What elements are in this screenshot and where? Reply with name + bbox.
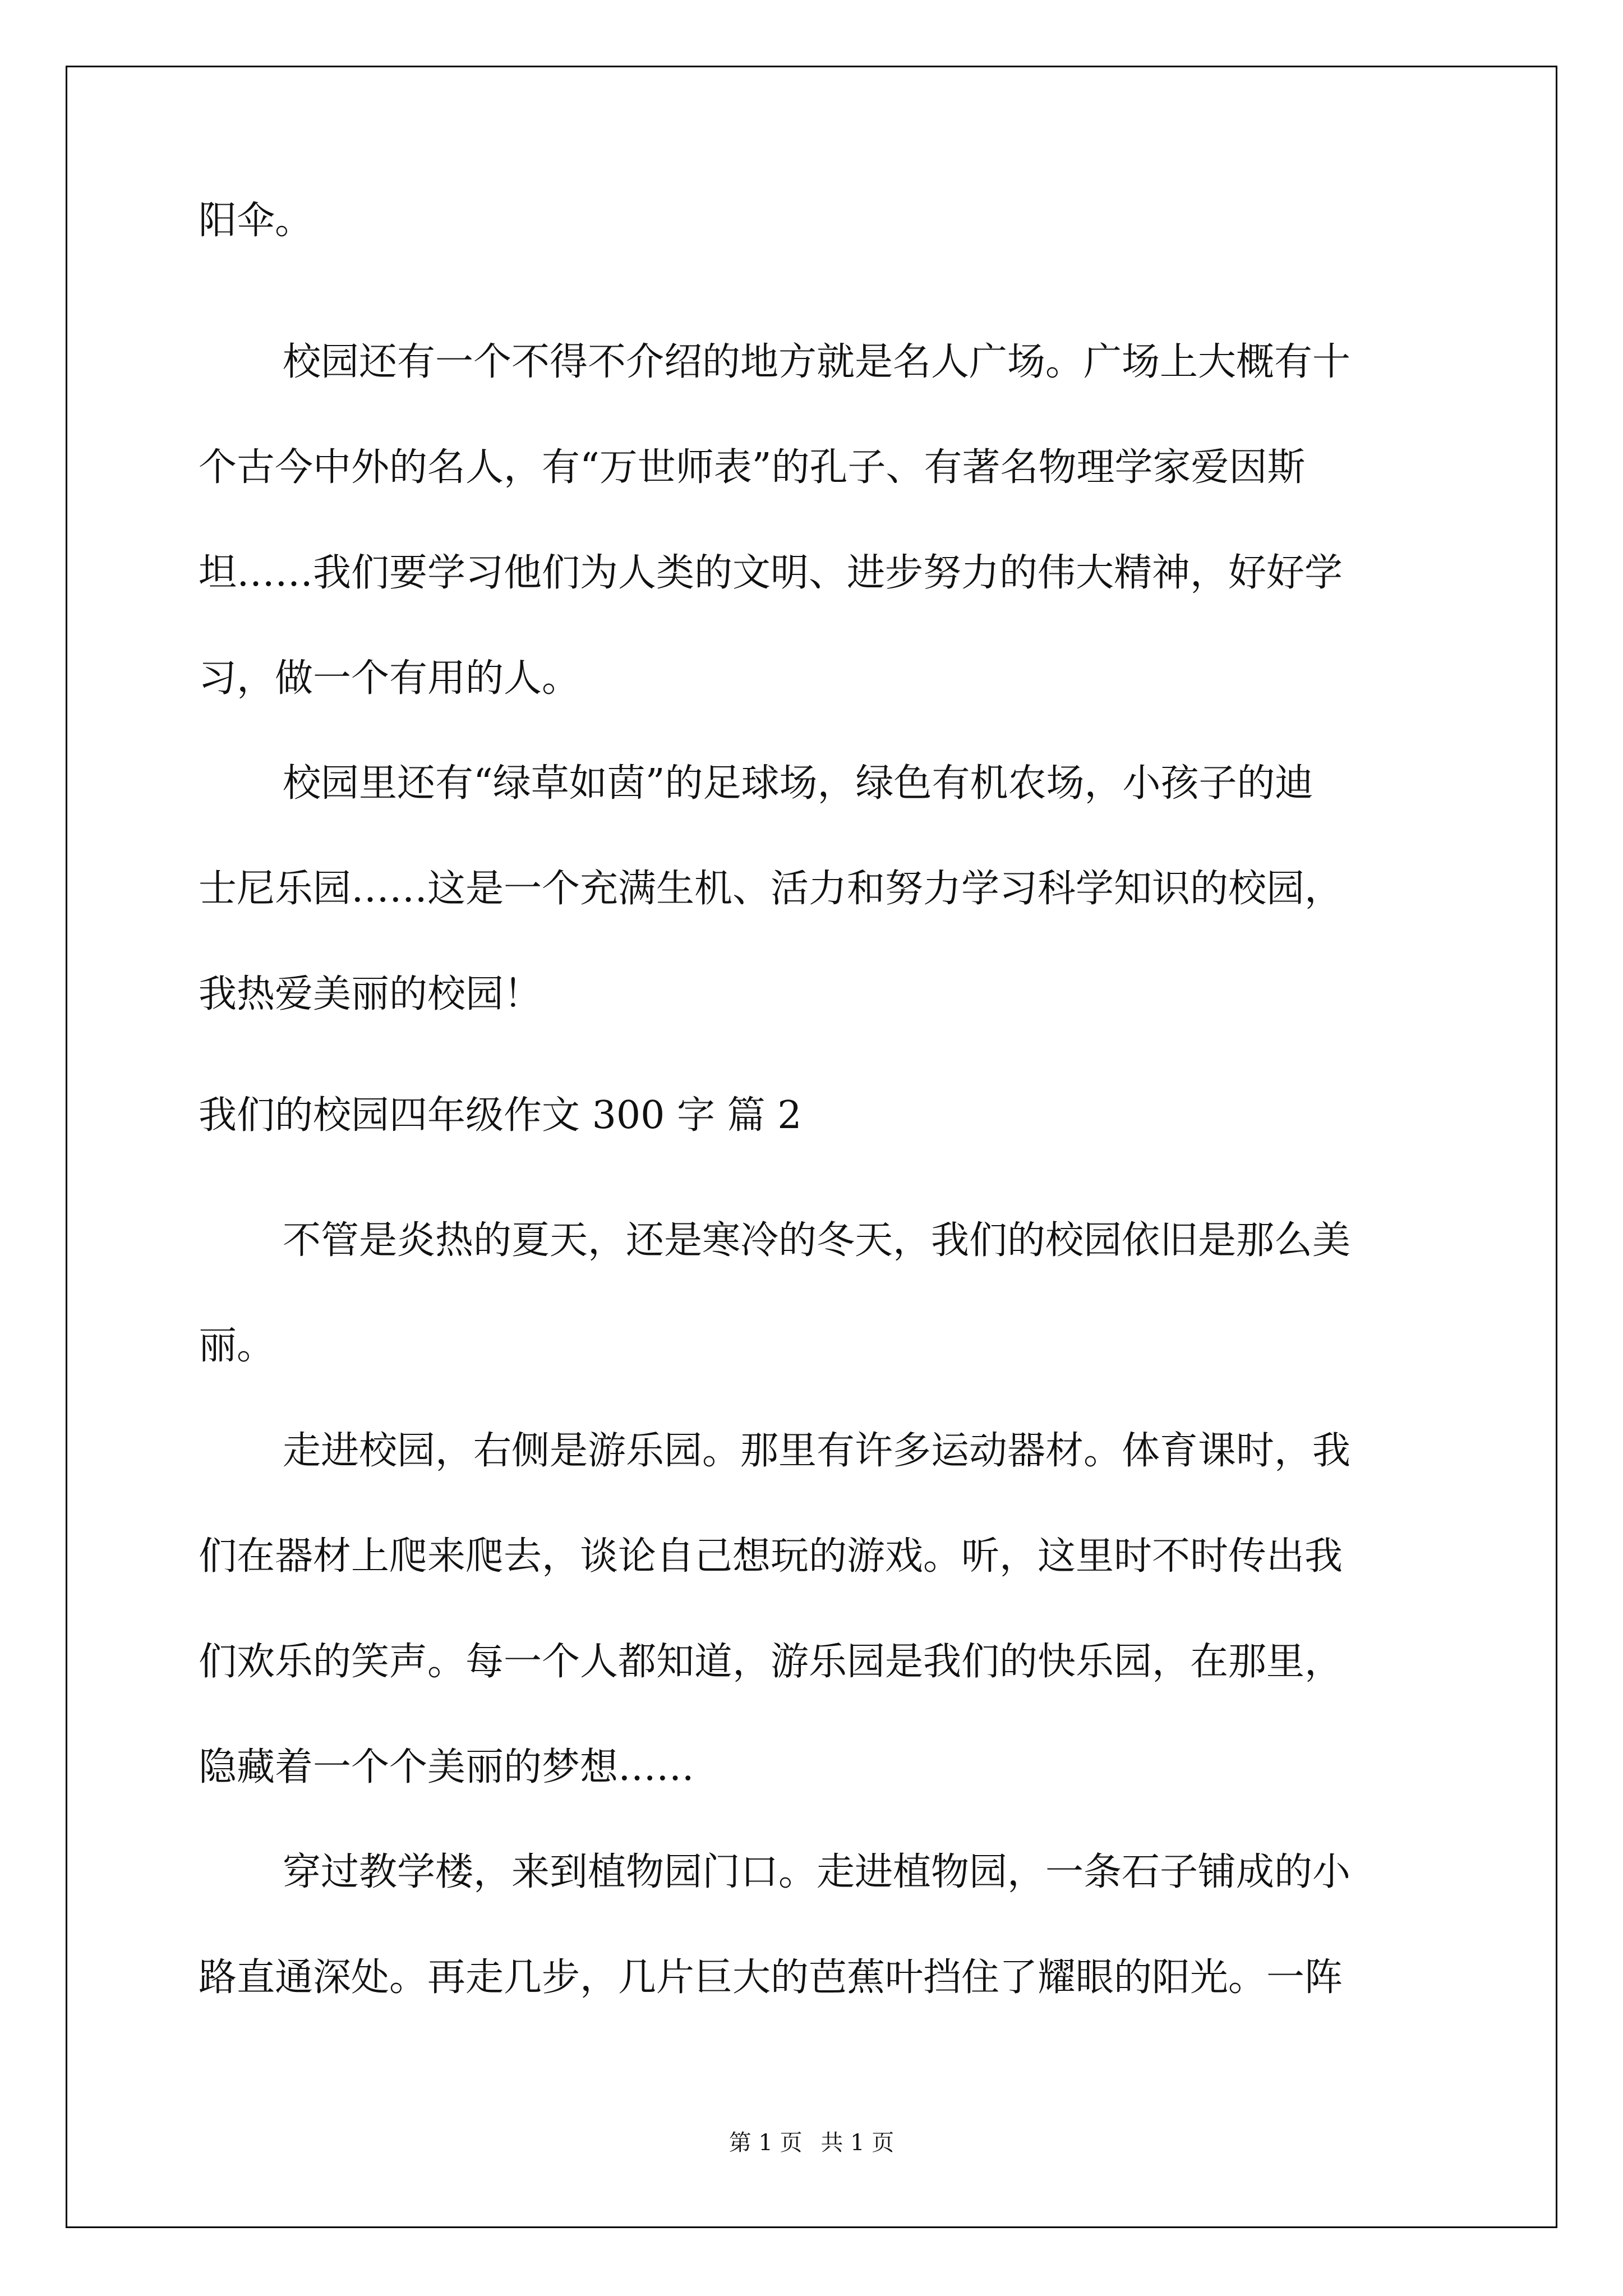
- page-total: 共 1 页: [820, 2130, 895, 2156]
- text-line: 个古今中外的名人，有“万世师表”的孔子、有著名物理学家爱因斯: [199, 445, 1306, 490]
- section-heading: 我们的校园四年级作文 300 字 篇 2: [199, 1093, 802, 1138]
- text-line: 阳伞。: [199, 199, 313, 243]
- page-number: 第 1 页: [728, 2130, 803, 2156]
- text-line: 我热爱美丽的校园！: [199, 972, 542, 1016]
- paragraph-start: 不管是炎热的夏天，还是寒冷的冬天，我们的校园依旧是那么美: [283, 1218, 1351, 1263]
- text-line: 路直通深处。再走几步，几片巨大的芭蕉叶挡住了耀眼的阳光。一阵: [199, 1955, 1343, 2000]
- text-line: 坦……我们要学习他们为人类的文明、进步努力的伟大精神，好好学: [199, 551, 1343, 595]
- page-border: [66, 66, 1557, 2228]
- paragraph-start: 穿过教学楼，来到植物园门口。走进植物园，一条石子铺成的小: [283, 1850, 1351, 1894]
- page-footer: [0, 2125, 1623, 2157]
- paragraph-start: 校园里还有“绿草如茵”的足球场，绿色有机农场，小孩子的迪: [283, 761, 1313, 806]
- text-line: 士尼乐园……这是一个充满生机、活力和努力学习科学知识的校园，: [199, 867, 1343, 911]
- text-line: 隐藏着一个个美丽的梦想……: [199, 1745, 695, 1789]
- text-line: 丽。: [199, 1324, 275, 1368]
- paragraph-start: 校园还有一个不得不介绍的地方就是名人广场。广场上大概有十: [283, 340, 1351, 384]
- text-line: 习，做一个有用的人。: [199, 656, 580, 701]
- text-line: 们欢乐的笑声。每一个人都知道，游乐园是我们的快乐园，在那里，: [199, 1640, 1343, 1684]
- paragraph-start: 走进校园，右侧是游乐园。那里有许多运动器材。体育课时，我: [283, 1429, 1351, 1473]
- text-line: 们在器材上爬来爬去，谈论自己想玩的游戏。听，这里时不时传出我: [199, 1534, 1343, 1579]
